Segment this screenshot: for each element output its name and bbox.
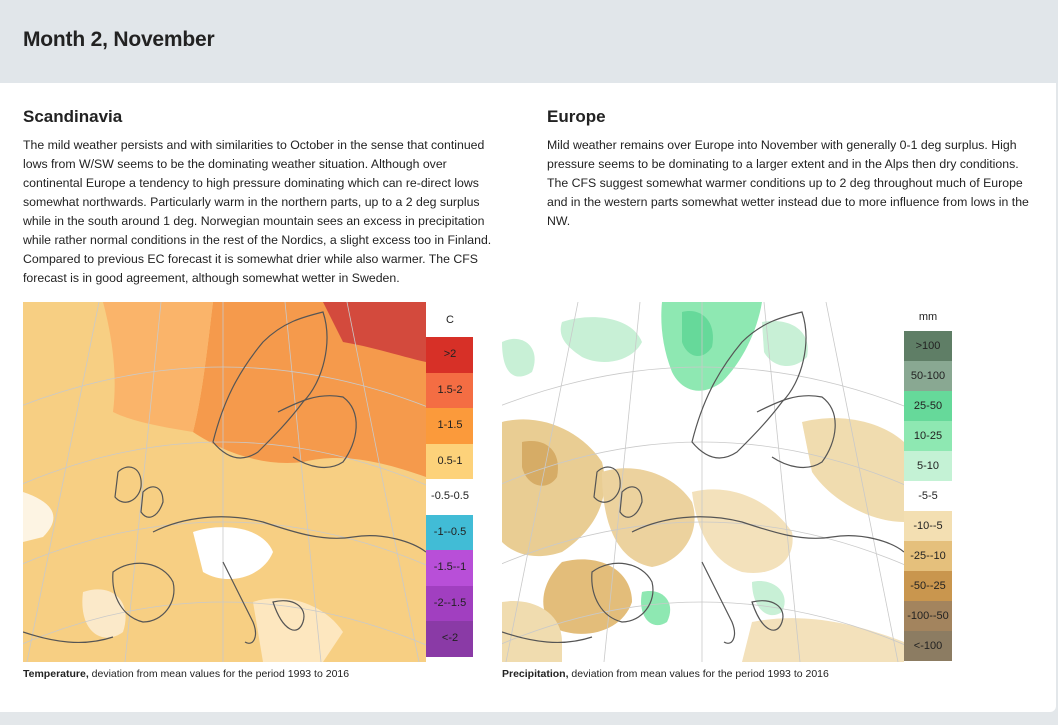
precipitation-legend bbox=[904, 302, 952, 661]
temp-legend-item: >2 bbox=[426, 337, 473, 373]
europe-title: Europe bbox=[547, 107, 606, 126]
temp-legend-item: -1--0.5 bbox=[426, 515, 473, 551]
temperature-map-image bbox=[23, 302, 426, 662]
precip-legend-item: 5-10 bbox=[904, 451, 952, 481]
temp-legend-item: -2--1.5 bbox=[426, 586, 473, 622]
scandinavia-title: Scandinavia bbox=[23, 107, 123, 126]
temp-legend-item: 0.5-1 bbox=[426, 444, 473, 480]
forecast-card bbox=[0, 83, 1056, 712]
precip-legend-item: -50--25 bbox=[904, 571, 952, 601]
precip-legend-item: >100 bbox=[904, 331, 952, 361]
precipitation-map-image bbox=[502, 302, 904, 662]
precip-legend-item: -5-5 bbox=[904, 481, 952, 511]
temperature-caption-bold: Temperature, bbox=[23, 668, 89, 680]
page-title: Month 2, November bbox=[23, 28, 215, 51]
precip-legend-item: 25-50 bbox=[904, 391, 952, 421]
precipitation-map bbox=[502, 302, 952, 662]
scandinavia-text: The mild weather persists and with similarities to October in the sense that continued lows from W/SW seems to be the dominating weather situation. Although over continental Europe a tendency to high pressure dominating which can re-direct lows somewhat northwards. Particularly warm in the northern parts, up to a 2 deg surplus while in the south around 1 deg. Norwegian mountain sees an excess in precipitation while rather normal conditions in the rest of the Nordics, a slight excess too in Finland. Compared to previous EC forecast it is somewhat drier while also warmer. The CFS forecast is in good agreement, although somewhat wetter in Sweden. bbox=[23, 138, 492, 285]
temp-legend-item: 1-1.5 bbox=[426, 408, 473, 444]
precip-legend-item: -10--5 bbox=[904, 511, 952, 541]
precipitation-legend-unit: mm bbox=[904, 302, 952, 331]
page-header bbox=[0, 0, 1058, 83]
temp-legend-item: 1.5-2 bbox=[426, 373, 473, 409]
precipitation-caption-bold: Precipitation, bbox=[502, 668, 569, 680]
precip-legend-item: 50-100 bbox=[904, 361, 952, 391]
temperature-legend bbox=[426, 302, 473, 657]
temperature-caption bbox=[23, 668, 349, 680]
precip-legend-item: -25--10 bbox=[904, 541, 952, 571]
temp-legend-item: -0.5-0.5 bbox=[426, 479, 473, 515]
precip-legend-item: <-100 bbox=[904, 631, 952, 661]
precip-legend-item: -100--50 bbox=[904, 601, 952, 631]
precipitation-caption bbox=[502, 668, 829, 680]
precip-legend-item: 10-25 bbox=[904, 421, 952, 451]
temp-legend-item: -1.5--1 bbox=[426, 550, 473, 586]
europe-text: Mild weather remains over Europe into November with generally 0-1 deg surplus. High pressure seems to be dominating to a larger extent and in the Alps then dry conditions. The CFS suggest somewhat warmer conditions up to 2 deg throughout much of Europe and in the western parts somewhat wetter instead due to more influence from lows in the NW. bbox=[547, 138, 1029, 228]
temp-legend-item: <-2 bbox=[426, 621, 473, 657]
temperature-caption-text: deviation from mean values for the period 1993 to 2016 bbox=[88, 668, 350, 680]
temperature-legend-unit: C bbox=[426, 302, 473, 337]
precipitation-caption-text: deviation from mean values for the period 1993 to 2016 bbox=[568, 668, 829, 680]
temperature-map bbox=[23, 302, 473, 662]
